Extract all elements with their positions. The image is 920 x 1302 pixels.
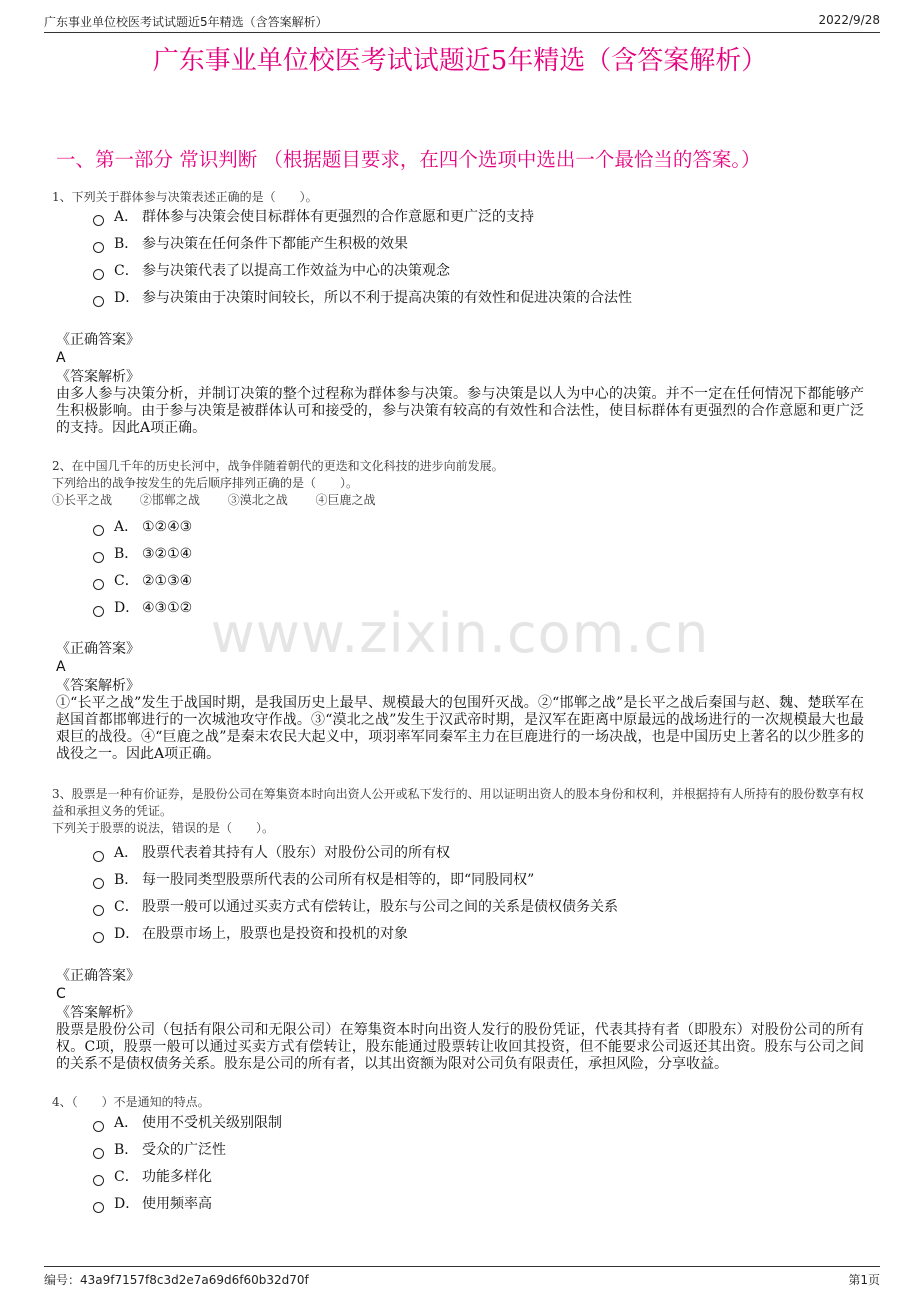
- explanation-label: 《答案解析》: [56, 678, 140, 694]
- radio-icon[interactable]: [93, 1175, 104, 1186]
- option-a[interactable]: [93, 514, 853, 541]
- question-4-options: [93, 1110, 853, 1218]
- option-key: D．: [114, 290, 140, 306]
- option-text: 群体参与决策会使目标群体有更强烈的合作意愿和更广泛的支持: [142, 209, 534, 225]
- option-key: B．: [114, 546, 139, 562]
- radio-icon[interactable]: [93, 579, 104, 590]
- explanation-label: 《答案解析》: [56, 1005, 140, 1021]
- option-b[interactable]: [93, 867, 853, 894]
- question-3-stem: [52, 786, 864, 837]
- option-key: C．: [114, 1169, 139, 1185]
- radio-icon[interactable]: [93, 296, 104, 307]
- option-key: B．: [114, 1142, 139, 1158]
- option-key: B．: [114, 236, 139, 252]
- radio-icon[interactable]: [93, 1202, 104, 1213]
- option-text: 受众的广泛性: [142, 1142, 226, 1158]
- option-text: 股票一般可以通过买卖方式有偿转让，股东与公司之间的关系是债权债务关系: [142, 899, 618, 915]
- option-key: B．: [114, 872, 139, 888]
- option-b[interactable]: [93, 231, 853, 258]
- radio-icon[interactable]: [93, 242, 104, 253]
- option-key: A．: [114, 209, 139, 225]
- question-stem-line: 4、（ ）不是通知的特点。: [52, 1095, 210, 1109]
- radio-icon[interactable]: [93, 878, 104, 889]
- option-key: C．: [114, 899, 139, 915]
- section-heading: 一、第一部分 常识判断 （根据题目要求，在四个选项中选出一个最恰当的答案。）: [56, 148, 761, 171]
- option-text: 股票代表着其持有人（股东）对股份公司的所有权: [142, 845, 450, 861]
- watermark: www.zixin.com.cn: [210, 602, 710, 665]
- question-stem-line: 下列关于股票的说法，错误的是（ ）。: [52, 821, 275, 835]
- answer-label: 《正确答案》: [56, 332, 140, 348]
- explanation-text: 由多人参与决策分析，并制订决策的整个过程称为群体参与决策。参与决策是以人为中心的决策。并不一定在任何情况下都能够产生积极影响。由于参与决策是被群体认可和接受的，参与决策有较高的有效性和合法性，使目标群体有更强烈的合作意愿和更广泛的支持。因此A项正确。: [56, 386, 864, 436]
- option-text: ④③①②: [142, 600, 193, 616]
- option-text: 参与决策在任何条件下都能产生积极的效果: [142, 236, 408, 252]
- radio-icon[interactable]: [93, 1148, 104, 1159]
- question-3-answer: [56, 968, 864, 1073]
- option-d[interactable]: [93, 1191, 853, 1218]
- answer-label: 《正确答案》: [56, 641, 140, 657]
- option-b[interactable]: [93, 541, 853, 568]
- explanation-text: ①“长平之战”发生于战国时期，是我国历史上最早、规模最大的包围歼灭战。②“邯郸之战”是长平之战后秦国与赵、魏、楚联军在赵国首都邯郸进行的一次城池攻守作战。③“漠北之战”发生于汉武帝时期，是汉军在距离中原最远的战场进行的一次规模最大也最艰巨的战役。④“巨鹿之战”是秦末农民大起义中，项羽率军同秦军主力在巨鹿进行的一场决战，也是中国历史上著名的以少胜多的战役之一。因此A项正确。: [56, 695, 864, 762]
- question-2-stem: [52, 458, 864, 509]
- answer-letter: A: [56, 659, 66, 675]
- battle-item: ③漠北之战: [227, 493, 288, 507]
- option-text: 参与决策代表了以提高工作效益为中心的决策观念: [142, 263, 450, 279]
- question-3-options: [93, 840, 853, 948]
- answer-label: 《正确答案》: [56, 968, 140, 984]
- radio-icon[interactable]: [93, 215, 104, 226]
- option-key: A．: [114, 519, 139, 535]
- option-a[interactable]: [93, 204, 853, 231]
- option-key: D．: [114, 1196, 140, 1212]
- option-key: A．: [114, 1115, 139, 1131]
- radio-icon[interactable]: [93, 1121, 104, 1132]
- option-text: ①②④③: [142, 519, 193, 535]
- option-d[interactable]: [93, 285, 853, 312]
- question-1-answer: [56, 332, 864, 437]
- option-c[interactable]: [93, 258, 853, 285]
- option-c[interactable]: [93, 568, 853, 595]
- header-date: 2022/9/28: [818, 13, 880, 27]
- option-key: C．: [114, 573, 139, 589]
- battle-item: ①长平之战: [52, 493, 113, 507]
- radio-icon[interactable]: [93, 552, 104, 563]
- radio-icon[interactable]: [93, 269, 104, 280]
- question-4-stem: [52, 1094, 864, 1111]
- explanation-label: 《答案解析》: [56, 369, 140, 385]
- radio-icon[interactable]: [93, 525, 104, 536]
- radio-icon[interactable]: [93, 932, 104, 943]
- question-stem-line: 下列给出的战争按发生的先后顺序排列正确的是（ ）。: [52, 476, 359, 490]
- radio-icon[interactable]: [93, 905, 104, 916]
- option-a[interactable]: [93, 1110, 853, 1137]
- answer-letter: C: [56, 986, 66, 1002]
- option-a[interactable]: [93, 840, 853, 867]
- document-title: 广东事业单位校医考试试题近5年精选（含答案解析）: [152, 46, 768, 76]
- question-2-items: [52, 492, 864, 509]
- option-text: 每一股同类型股票所代表的公司所有权是相等的，即“同股同权”: [142, 872, 535, 888]
- option-text: 在股票市场上，股票也是投资和投机的对象: [142, 926, 408, 942]
- option-text: 功能多样化: [142, 1169, 212, 1185]
- explanation-text: 股票是股份公司（包括有限公司和无限公司）在筹集资本时向出资人发行的股份凭证，代表其持有者（即股东）对股份公司的所有权。C项，股票一般可以通过买卖方式有偿转让，股东能通过股票转让收回其投资，但不能要求公司返还其出资。股东与公司之间的关系不是债权债务关系。股东是公司的所有者，以其出资额为限对公司负有限责任，承担风险，分享收益。: [56, 1022, 864, 1072]
- header-doc-title: 广东事业单位校医考试试题近5年精选（含答案解析）: [44, 15, 328, 29]
- radio-icon[interactable]: [93, 851, 104, 862]
- option-text: ②①③④: [142, 573, 193, 589]
- question-1-options: [93, 204, 853, 312]
- option-text: ③②①④: [142, 546, 193, 562]
- battle-item: ②邯郸之战: [139, 493, 200, 507]
- option-key: A．: [114, 845, 139, 861]
- question-stem-line: 2、在中国几千年的历史长河中，战争伴随着朝代的更迭和文化科技的进步向前发展。: [52, 459, 504, 473]
- question-stem-line: 1、下列关于群体参与决策表述正确的是（ ）。: [52, 190, 318, 204]
- option-key: C．: [114, 263, 139, 279]
- page-footer: [44, 1266, 880, 1287]
- option-d[interactable]: [93, 921, 853, 948]
- option-text: 使用频率高: [142, 1196, 212, 1212]
- option-c[interactable]: [93, 1164, 853, 1191]
- question-stem-line: 3、股票是一种有价证券，是股份公司在筹集资本时向出资人公开或私下发行的、用以证明出资人的股本身份和权利，并根据持有人所持有的股份数享有权益和承担义务的凭证。: [52, 787, 864, 818]
- battle-item: ④巨鹿之战: [315, 493, 376, 507]
- page-number: 第1页: [848, 1273, 880, 1287]
- option-key: D．: [114, 600, 140, 616]
- option-text: 使用不受机关级别限制: [142, 1115, 282, 1131]
- option-text: 参与决策由于决策时间较长，所以不利于提高决策的有效性和促进决策的合法性: [142, 290, 632, 306]
- answer-letter: A: [56, 350, 66, 366]
- option-c[interactable]: [93, 894, 853, 921]
- option-key: D．: [114, 926, 140, 942]
- document-id: 编号：43a9f7157f8c3d2e7a69d6f60b32d70f: [44, 1273, 309, 1287]
- option-b[interactable]: [93, 1137, 853, 1164]
- page-header: [44, 10, 880, 33]
